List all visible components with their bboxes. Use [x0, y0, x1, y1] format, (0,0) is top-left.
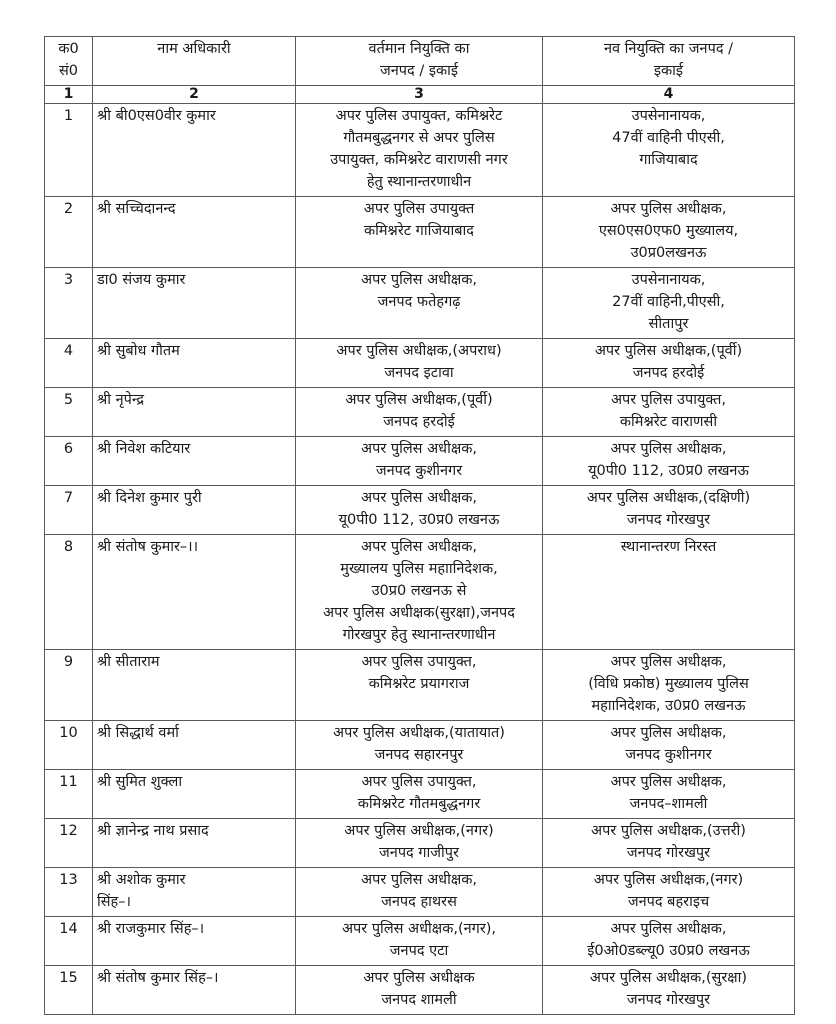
serial-number: 12 — [45, 819, 93, 868]
current-posting — [296, 486, 543, 535]
officer-name-line: श्री संतोष कुमार सिंह–। — [97, 970, 219, 986]
new-posting — [543, 268, 795, 339]
new-posting — [543, 868, 795, 917]
current-posting-line: अपर पुलिस अधीक्षक, — [361, 441, 477, 457]
header-officer-name-text: नाम अधिकारी — [157, 41, 231, 57]
table-row — [45, 104, 795, 197]
serial-number: 3 — [45, 268, 93, 339]
current-posting-line: अपर पुलिस अधीक्षक, — [361, 272, 477, 288]
current-posting-line: अपर पुलिस अधीक्षक, — [361, 539, 477, 555]
officer-name-line: श्री नृपेन्द्र — [97, 392, 145, 408]
new-posting — [543, 535, 795, 650]
new-posting — [543, 770, 795, 819]
current-posting-line: अपर पुलिस उपायुक्त, कमिश्नरेट — [335, 108, 503, 124]
officer-name — [93, 437, 296, 486]
current-posting-line: अपर पुलिस उपायुक्त, — [361, 774, 477, 790]
officer-name-line: श्री संतोष कुमार–।। — [97, 539, 199, 555]
current-posting — [296, 388, 543, 437]
officer-name — [93, 966, 296, 1015]
table-row — [45, 437, 795, 486]
new-posting-line: 47वीं वाहिनी पीएसी, — [612, 130, 725, 146]
table-row — [45, 339, 795, 388]
new-posting — [543, 650, 795, 721]
officer-name — [93, 721, 296, 770]
officer-name-line: श्री दिनेश कुमार पुरी — [97, 490, 202, 506]
current-posting-line: जनपद हरदोई — [383, 414, 455, 430]
current-posting-line: जनपद गाजीपुर — [379, 845, 459, 861]
current-posting — [296, 650, 543, 721]
current-posting — [296, 917, 543, 966]
current-posting — [296, 197, 543, 268]
serial-number: 13 — [45, 868, 93, 917]
header-serial-line: सं0 — [58, 63, 79, 79]
current-posting-line: यू0पी0 112, उ0प्र0 लखनऊ — [338, 512, 500, 528]
current-posting-line: अपर पुलिस अधीक्षक, — [361, 490, 477, 506]
new-posting-line: ई0ओ0डब्ल्यू0 उ0प्र0 लखनऊ — [587, 943, 750, 959]
column-number: 2 — [93, 86, 296, 104]
current-posting-line: जनपद कुशीनगर — [375, 463, 463, 479]
current-posting-line: अपर पुलिस अधीक्षक,(नगर), — [341, 921, 497, 937]
new-posting-line: अपर पुलिस अधीक्षक,(सुरक्षा) — [589, 970, 748, 986]
officer-name-line: श्री सुबोध गौतम — [97, 343, 180, 359]
new-posting-line: अपर पुलिस अधीक्षक, — [610, 654, 727, 670]
officer-name-line: श्री सिद्धार्थ वर्मा — [97, 725, 179, 741]
officer-name-line: श्री ज्ञानेन्द्र नाथ प्रसाद — [97, 823, 209, 839]
transfer-table — [44, 36, 795, 1015]
current-posting — [296, 268, 543, 339]
current-posting-line: जनपद शामली — [381, 992, 457, 1008]
column-number: 1 — [45, 86, 93, 104]
officer-name-line: श्री बी0एस0वीर कुमार — [97, 108, 216, 124]
table-row — [45, 721, 795, 770]
officer-name — [93, 104, 296, 197]
current-posting — [296, 819, 543, 868]
current-posting — [296, 437, 543, 486]
header-row — [45, 37, 795, 86]
current-posting-line: जनपद हाथरस — [381, 894, 457, 910]
new-posting-line: जनपद कुशीनगर — [625, 747, 712, 763]
serial-number: 7 — [45, 486, 93, 535]
new-posting-line: अपर पुलिस अधीक्षक, — [610, 774, 727, 790]
new-posting — [543, 388, 795, 437]
current-posting-line: गोरखपुर हेतु स्थानान्तरणाधीन — [342, 627, 496, 643]
officer-name — [93, 868, 296, 917]
column-number: 4 — [543, 86, 795, 104]
new-posting-line: उपसेनानायक, — [631, 108, 706, 124]
serial-number: 15 — [45, 966, 93, 1015]
officer-name-line: श्री सुमित शुक्ला — [97, 774, 183, 790]
new-posting-line: सीतापुर — [648, 316, 689, 332]
new-posting-line: अपर पुलिस अधीक्षक,(दक्षिणी) — [586, 490, 751, 506]
new-posting-line: जनपद हरदोई — [632, 365, 705, 381]
officer-name — [93, 819, 296, 868]
table-header — [45, 37, 795, 104]
current-posting-line: उ0प्र0 लखनऊ से — [371, 583, 467, 599]
new-posting — [543, 966, 795, 1015]
officer-name — [93, 770, 296, 819]
new-posting-line: अपर पुलिस अधीक्षक,(उत्तरी) — [591, 823, 746, 839]
current-posting — [296, 966, 543, 1015]
new-posting-line: अपर पुलिस अधीक्षक, — [610, 201, 727, 217]
header-serial-line: क0 — [58, 41, 79, 57]
current-posting-line: जनपद एटा — [389, 943, 449, 959]
column-number-row — [45, 86, 795, 104]
header-new-line: नव नियुक्ति का जनपद / — [603, 41, 734, 57]
officer-name — [93, 650, 296, 721]
officer-name-line: श्री सीताराम — [97, 654, 160, 670]
current-posting — [296, 535, 543, 650]
new-posting-line: अपर पुलिस अधीक्षक,(पूर्वी) — [594, 343, 743, 359]
current-posting-line: कमिश्नरेट प्रयागराज — [368, 676, 470, 692]
current-posting — [296, 104, 543, 197]
header-current-posting — [296, 37, 543, 86]
new-posting-line: एस0एस0एफ0 मुख्यालय, — [598, 223, 739, 239]
new-posting — [543, 819, 795, 868]
new-posting-line: कमिश्नरेट वाराणसी — [619, 414, 718, 430]
new-posting — [543, 486, 795, 535]
new-posting-line: जनपद गोरखपुर — [626, 845, 711, 861]
new-posting — [543, 437, 795, 486]
current-posting-line: अपर पुलिस अधीक्षक, — [361, 872, 477, 888]
new-posting-line: यू0पी0 112, उ0प्र0 लखनऊ — [588, 463, 749, 479]
serial-number: 9 — [45, 650, 93, 721]
serial-number: 6 — [45, 437, 93, 486]
officer-name-line: श्री निवेश कटियार — [97, 441, 191, 457]
officer-name — [93, 535, 296, 650]
table-row — [45, 650, 795, 721]
table-row — [45, 486, 795, 535]
current-posting-line: अपर पुलिस अधीक्षक,(यातायात) — [333, 725, 505, 741]
serial-number: 1 — [45, 104, 93, 197]
current-posting-line: गौतमबुद्धनगर से अपर पुलिस — [343, 130, 495, 146]
current-posting-line: जनपद इटावा — [384, 365, 454, 381]
serial-number: 8 — [45, 535, 93, 650]
serial-number: 4 — [45, 339, 93, 388]
new-posting — [543, 104, 795, 197]
current-posting-line: अपर पुलिस अधीक्षक,(अपराध) — [336, 343, 502, 359]
new-posting-line: महाानिदेशक, उ0प्र0 लखनऊ — [591, 698, 746, 714]
current-posting-line: अपर पुलिस अधीक्षक,(पूर्वी) — [345, 392, 493, 408]
serial-number: 2 — [45, 197, 93, 268]
officer-name — [93, 388, 296, 437]
officer-name-line: श्री अशोक कुमार — [97, 872, 186, 888]
new-posting-line: जनपद–शामली — [629, 796, 708, 812]
header-new-posting — [543, 37, 795, 86]
new-posting-line: अपर पुलिस अधीक्षक, — [610, 441, 727, 457]
current-posting-line: कमिश्नरेट गाजियाबाद — [364, 223, 474, 239]
current-posting — [296, 770, 543, 819]
current-posting-line: कमिश्नरेट गौतमबुद्धनगर — [357, 796, 481, 812]
table-row — [45, 388, 795, 437]
new-posting — [543, 721, 795, 770]
current-posting-line: जनपद सहारनपुर — [374, 747, 464, 763]
new-posting-line: अपर पुलिस उपायुक्त, — [610, 392, 727, 408]
new-posting-line: उ0प्र0लखनऊ — [630, 245, 707, 261]
new-posting-line: गाजियाबाद — [639, 152, 698, 168]
current-posting-line: उपायुक्त, कमिश्नरेट वाराणसी नगर — [330, 152, 508, 168]
new-posting-line: जनपद गोरखपुर — [626, 512, 711, 528]
officer-name — [93, 917, 296, 966]
header-current-line: जनपद / इकाई — [380, 63, 458, 79]
current-posting-line: अपर पुलिस अधीक्षक — [363, 970, 475, 986]
new-posting-line: उपसेनानायक, — [631, 272, 706, 288]
serial-number: 11 — [45, 770, 93, 819]
new-posting — [543, 339, 795, 388]
new-posting-line: जनपद बहराइच — [627, 894, 710, 910]
table-body — [45, 104, 795, 1015]
officer-name-line: श्री सच्चिदानन्द — [97, 201, 176, 217]
officer-name-line: श्री राजकुमार सिंह–। — [97, 921, 205, 937]
officer-name — [93, 486, 296, 535]
table-row — [45, 197, 795, 268]
table-row — [45, 819, 795, 868]
table-row — [45, 535, 795, 650]
header-serial — [45, 37, 93, 86]
current-posting — [296, 339, 543, 388]
new-posting-line: अपर पुलिस अधीक्षक, — [610, 921, 727, 937]
current-posting-line: जनपद फतेहगढ़ — [377, 294, 461, 310]
serial-number: 14 — [45, 917, 93, 966]
current-posting-line: हेतु स्थानान्तरणाधीन — [366, 174, 472, 190]
header-new-line: इकाई — [653, 63, 684, 79]
header-current-line: वर्तमान नियुक्ति का — [368, 41, 470, 57]
officer-name — [93, 197, 296, 268]
column-number: 3 — [296, 86, 543, 104]
officer-name — [93, 268, 296, 339]
table-row — [45, 268, 795, 339]
new-posting — [543, 197, 795, 268]
table-row — [45, 917, 795, 966]
current-posting-line: अपर पुलिस उपायुक्त, — [361, 654, 477, 670]
current-posting — [296, 721, 543, 770]
table-row — [45, 868, 795, 917]
new-posting-line: स्थानान्तरण निरस्त — [620, 539, 717, 555]
current-posting-line: अपर पुलिस अधीक्षक,(नगर) — [344, 823, 494, 839]
new-posting-line: 27वीं वाहिनी,पीएसी, — [612, 294, 725, 310]
new-posting — [543, 917, 795, 966]
table-row — [45, 966, 795, 1015]
serial-number: 10 — [45, 721, 93, 770]
table-row — [45, 770, 795, 819]
officer-name-line: डा0 संजय कुमार — [97, 272, 186, 288]
serial-number: 5 — [45, 388, 93, 437]
new-posting-line: अपर पुलिस अधीक्षक, — [610, 725, 727, 741]
header-officer-name — [93, 37, 296, 86]
new-posting-line: अपर पुलिस अधीक्षक,(नगर) — [593, 872, 744, 888]
current-posting — [296, 868, 543, 917]
current-posting-line: अपर पुलिस उपायुक्त — [363, 201, 475, 217]
officer-name — [93, 339, 296, 388]
current-posting-line: मुख्यालय पुलिस महाानिदेशक, — [340, 561, 498, 577]
officer-name-line: सिंह–। — [97, 894, 132, 910]
current-posting-line: अपर पुलिस अधीक्षक(सुरक्षा),जनपद — [323, 605, 515, 621]
new-posting-line: (विधि प्रकोष्ठ) मुख्यालय पुलिस — [588, 676, 749, 692]
new-posting-line: जनपद गोरखपुर — [626, 992, 711, 1008]
